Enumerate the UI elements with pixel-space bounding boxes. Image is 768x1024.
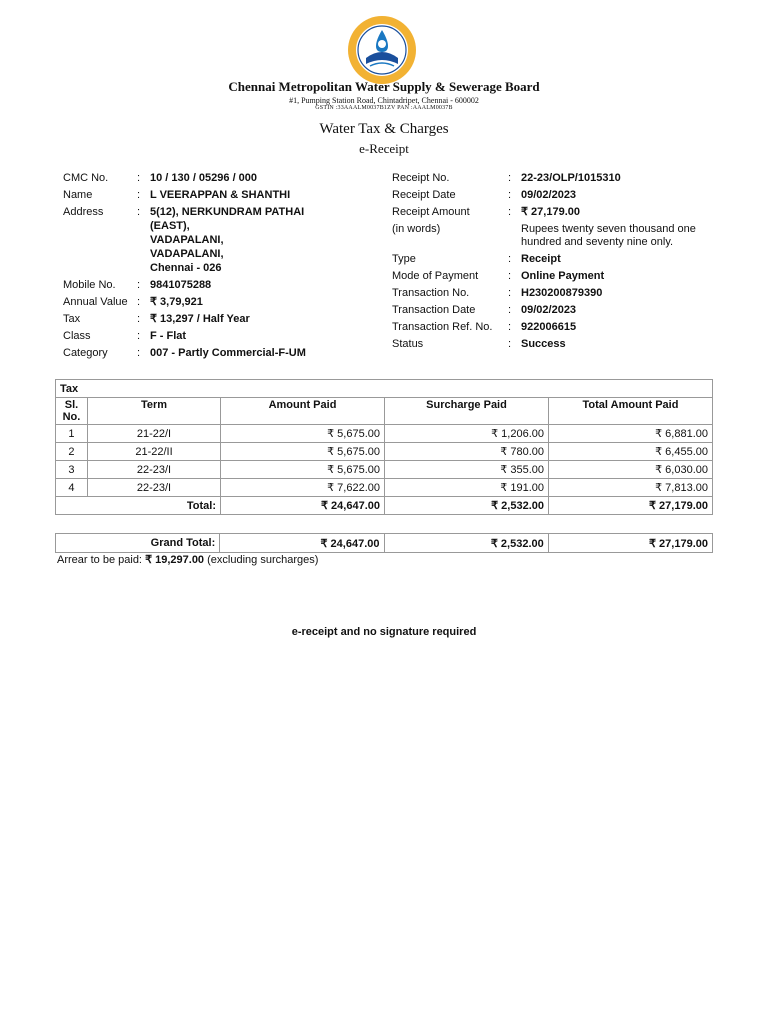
tax-value: ₹ 13,297 / Half Year xyxy=(150,313,250,325)
transaction-ref-value: 922006615 xyxy=(521,321,577,333)
transaction-date-row: Transaction Date : 09/02/2023 xyxy=(392,302,722,319)
grand-total-table xyxy=(55,533,713,553)
cmc-label: CMC No. xyxy=(63,172,109,184)
table-row xyxy=(56,443,713,461)
receipt-no-row: Receipt No. : 22-23/OLP/1015310 xyxy=(392,170,722,187)
cell-term: 21-22/I xyxy=(87,425,220,443)
address-value xyxy=(150,204,350,275)
transaction-no-row: Transaction No. : H230200879390 xyxy=(392,285,722,302)
transaction-date-label: Transaction Date xyxy=(392,304,476,316)
total-label: Total: xyxy=(56,497,221,515)
category-label: Category xyxy=(63,347,108,359)
address-row: Address : 5(12), NERKUNDRAM PATHAI (EAST), VADAPALANI, VADAPALANI, Chennai - 026 xyxy=(63,204,363,275)
address-line: VADAPALANI, xyxy=(150,248,224,260)
cmc-value: 10 / 130 / 05296 / 000 xyxy=(150,172,258,184)
status-label: Status xyxy=(392,338,424,350)
transaction-ref-label: Transaction Ref. No. xyxy=(392,321,493,333)
cell-surcharge-paid: ₹ 780.00 xyxy=(385,443,549,461)
receipt-info xyxy=(392,170,722,353)
total-surcharge-paid: ₹ 2,532.00 xyxy=(385,497,549,515)
grand-total-paid: ₹ 27,179.00 xyxy=(548,534,712,553)
name-value: L VEERAPPAN & SHANTHI xyxy=(150,189,291,201)
transaction-no-value: H230200879390 xyxy=(521,287,603,299)
footer-note: e-receipt and no signature required xyxy=(291,626,477,638)
address-line: VADAPALANI, xyxy=(150,234,224,246)
status-row: Status : Success xyxy=(392,336,722,353)
mobile-value: 9841075288 xyxy=(150,279,212,291)
board-logo xyxy=(346,14,418,86)
table-row xyxy=(56,461,713,479)
total-paid: ₹ 27,179.00 xyxy=(548,497,712,515)
table-row xyxy=(56,479,713,497)
cell-amount-paid: ₹ 5,675.00 xyxy=(221,425,385,443)
receipt-amount-label: Receipt Amount xyxy=(392,206,470,218)
org-gst-pan: GSTIN :33AAALM0037B1ZV PAN :AAALM0037B xyxy=(315,105,453,111)
mobile-label: Mobile No. xyxy=(63,279,116,291)
header-total-amount-paid: Total Amount Paid xyxy=(548,398,712,425)
receipt-date-row: Receipt Date : 09/02/2023 xyxy=(392,187,722,204)
cell-amount-paid: ₹ 5,675.00 xyxy=(221,443,385,461)
cell-term: 21-22/II xyxy=(87,443,220,461)
cell-surcharge-paid: ₹ 355.00 xyxy=(385,461,549,479)
payment-mode-row: Mode of Payment : Online Payment xyxy=(392,268,722,285)
header-sl-no: Sl. No. xyxy=(56,398,88,425)
arrear-note: (excluding surcharges) xyxy=(207,554,319,566)
tax-table-header xyxy=(56,398,713,425)
receipt-amount-value: ₹ 27,179.00 xyxy=(521,206,580,218)
header-amount-paid: Amount Paid xyxy=(221,398,385,425)
category-row: Category : 007 - Partly Commercial-F-UM xyxy=(63,345,363,362)
cell-total-paid: ₹ 7,813.00 xyxy=(548,479,712,497)
cell-sl-no: 1 xyxy=(56,425,88,443)
arrear-value: ₹ 19,297.00 xyxy=(145,554,205,566)
cell-term: 22-23/I xyxy=(87,479,220,497)
cell-sl-no: 3 xyxy=(56,461,88,479)
receipt-no-value: 22-23/OLP/1015310 xyxy=(521,172,621,184)
transaction-ref-row: Transaction Ref. No. : 922006615 xyxy=(392,319,722,336)
annual-value-row: Annual Value : ₹ 3,79,921 xyxy=(63,294,363,311)
cell-total-paid: ₹ 6,455.00 xyxy=(548,443,712,461)
receipt-date-label: Receipt Date xyxy=(392,189,456,201)
annual-value-label: Annual Value xyxy=(63,296,128,308)
amount-words-row xyxy=(392,221,722,249)
cell-amount-paid: ₹ 7,622.00 xyxy=(221,479,385,497)
org-name: Chennai Metropolitan Water Supply & Sewerage Board xyxy=(228,79,540,94)
name-label: Name xyxy=(63,189,93,201)
type-value: Receipt xyxy=(521,253,561,265)
type-row: Type : Receipt xyxy=(392,251,722,268)
receipt-amount-row: Receipt Amount : ₹ 27,179.00 xyxy=(392,204,722,221)
receipt-date-value: 09/02/2023 xyxy=(521,189,577,201)
page-title: Water Tax & Charges xyxy=(319,121,449,137)
cell-sl-no: 2 xyxy=(56,443,88,461)
cell-term: 22-23/I xyxy=(87,461,220,479)
receipt-no-label: Receipt No. xyxy=(392,172,450,184)
header-surcharge-paid: Surcharge Paid xyxy=(385,398,549,425)
cell-surcharge-paid: ₹ 191.00 xyxy=(385,479,549,497)
cell-surcharge-paid: ₹ 1,206.00 xyxy=(385,425,549,443)
total-amount-paid: ₹ 24,647.00 xyxy=(221,497,385,515)
page-subtitle: e-Receipt xyxy=(359,141,409,156)
amount-words-value: Rupees twenty seven thousand one hundred and seventy nine only. xyxy=(521,223,696,248)
address-line: Chennai - 026 xyxy=(150,262,222,274)
address-line: (EAST), xyxy=(150,220,190,232)
type-label: Type xyxy=(392,253,416,265)
transaction-no-label: Transaction No. xyxy=(392,287,470,299)
consumer-info xyxy=(63,170,363,362)
table-row xyxy=(56,425,713,443)
amount-words-label: (in words) xyxy=(392,223,441,235)
header-term: Term xyxy=(87,398,220,425)
grand-total-row xyxy=(56,534,713,553)
cell-sl-no: 4 xyxy=(56,479,88,497)
payment-mode-value: Online Payment xyxy=(521,270,605,282)
class-value: F - Flat xyxy=(150,330,187,342)
arrear-line xyxy=(57,553,318,566)
total-row xyxy=(56,497,713,515)
cmc-row: CMC No. : 10 / 130 / 05296 / 000 xyxy=(63,170,363,187)
grand-total-amount: ₹ 24,647.00 xyxy=(220,534,384,553)
grand-total-surcharge: ₹ 2,532.00 xyxy=(384,534,548,553)
tax-table xyxy=(55,379,713,515)
tax-label: Tax xyxy=(63,313,81,325)
transaction-date-value: 09/02/2023 xyxy=(521,304,577,316)
status-value: Success xyxy=(521,338,566,350)
payment-mode-label: Mode of Payment xyxy=(392,270,479,282)
class-label: Class xyxy=(63,330,91,342)
arrear-label: Arrear to be paid: xyxy=(57,554,142,566)
category-value: 007 - Partly Commercial-F-UM xyxy=(150,347,306,359)
address-label: Address xyxy=(63,206,104,218)
class-row: Class : F - Flat xyxy=(63,328,363,345)
tax-row: Tax : ₹ 13,297 / Half Year xyxy=(63,311,363,328)
cell-total-paid: ₹ 6,881.00 xyxy=(548,425,712,443)
mobile-row: Mobile No. : 9841075288 xyxy=(63,277,363,294)
org-address: #1, Pumping Station Road, Chintadripet, Chennai - 600002 xyxy=(289,96,479,105)
grand-total-label: Grand Total: xyxy=(56,534,220,553)
address-line: 5(12), NERKUNDRAM PATHAI xyxy=(150,206,305,218)
name-row: Name : L VEERAPPAN & SHANTHI xyxy=(63,187,363,204)
cell-total-paid: ₹ 6,030.00 xyxy=(548,461,712,479)
annual-value: ₹ 3,79,921 xyxy=(150,296,203,308)
tax-table-caption: Tax xyxy=(56,380,713,398)
cell-amount-paid: ₹ 5,675.00 xyxy=(221,461,385,479)
